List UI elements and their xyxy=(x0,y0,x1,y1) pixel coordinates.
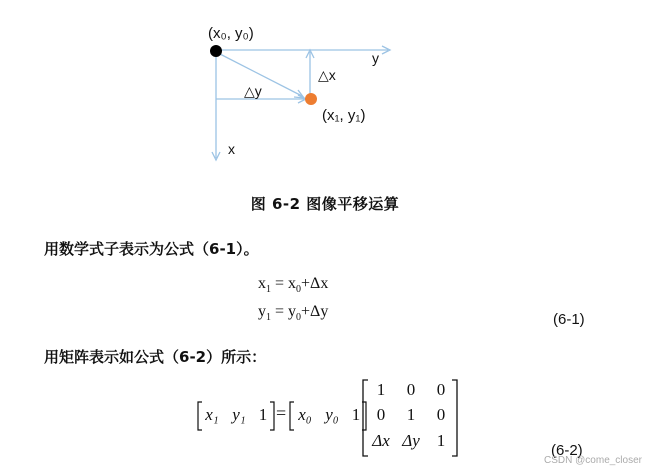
equation-6-2-number: (6-2) xyxy=(551,442,583,459)
left-vector-x1: x₁ xyxy=(205,405,219,424)
figure-caption: 图 6-2 图像平移运算 xyxy=(250,195,400,213)
eq1-l2-tail: +Δy xyxy=(301,303,329,321)
eq1-l2-lhs-sub: 1 xyxy=(266,312,271,324)
right-vector-x0: x₀ xyxy=(298,405,312,424)
right-vector-one: 1 xyxy=(351,405,361,424)
matrix-r2c1: Δy xyxy=(402,431,420,450)
matrix-r1c0: 0 xyxy=(376,405,386,424)
right-vector-y0: y₀ xyxy=(325,405,339,424)
x-axis-label: x xyxy=(228,141,235,157)
matrix-r0c2: 0 xyxy=(436,380,446,399)
matrix-r2c2: 1 xyxy=(436,431,446,450)
eq1-l1-rhs-sub: 0 xyxy=(296,284,302,296)
eq1-l2-rhs-sub: 0 xyxy=(296,312,302,324)
point-1-label: (x₁, y₁) xyxy=(322,107,366,124)
matrix-r0c0: 1 xyxy=(376,380,386,399)
matrix-r0c1: 0 xyxy=(406,380,416,399)
left-vector-one: 1 xyxy=(258,405,268,424)
delta-x-label: △x xyxy=(318,67,336,83)
matrix-r1c2: 0 xyxy=(436,405,446,424)
point-0-label: (x₀, y₀) xyxy=(208,25,254,42)
eq1-l1-rhs: x xyxy=(288,275,297,292)
left-vector-y1: y₁ xyxy=(232,405,246,424)
eq1-l1-tail: +Δx xyxy=(301,275,329,292)
matrix-r1c1: 1 xyxy=(406,405,416,424)
watermark: CSDN @come_closer xyxy=(544,455,642,466)
eq1-l1-lhs-sub: 1 xyxy=(266,284,271,296)
eq1-l2-equals: = xyxy=(275,303,289,321)
paragraph-1: 用数学式子表示为公式（6-1）。 xyxy=(44,240,259,258)
equals-sign: = xyxy=(276,403,287,423)
equation-6-1-number: (6-1) xyxy=(553,311,585,328)
eq1-l2-rhs: y xyxy=(288,303,297,321)
matrix-r2c0: Δx xyxy=(372,431,390,450)
eq1-l1-lhs: x xyxy=(258,275,266,292)
paragraph-2: 用矩阵表示如公式（6-2）所示： xyxy=(44,348,267,366)
y-axis-label: y xyxy=(372,50,379,66)
eq1-l2-lhs: y xyxy=(258,303,266,321)
delta-y-label: △y xyxy=(244,83,262,99)
eq1-l1-equals: = xyxy=(275,275,289,292)
